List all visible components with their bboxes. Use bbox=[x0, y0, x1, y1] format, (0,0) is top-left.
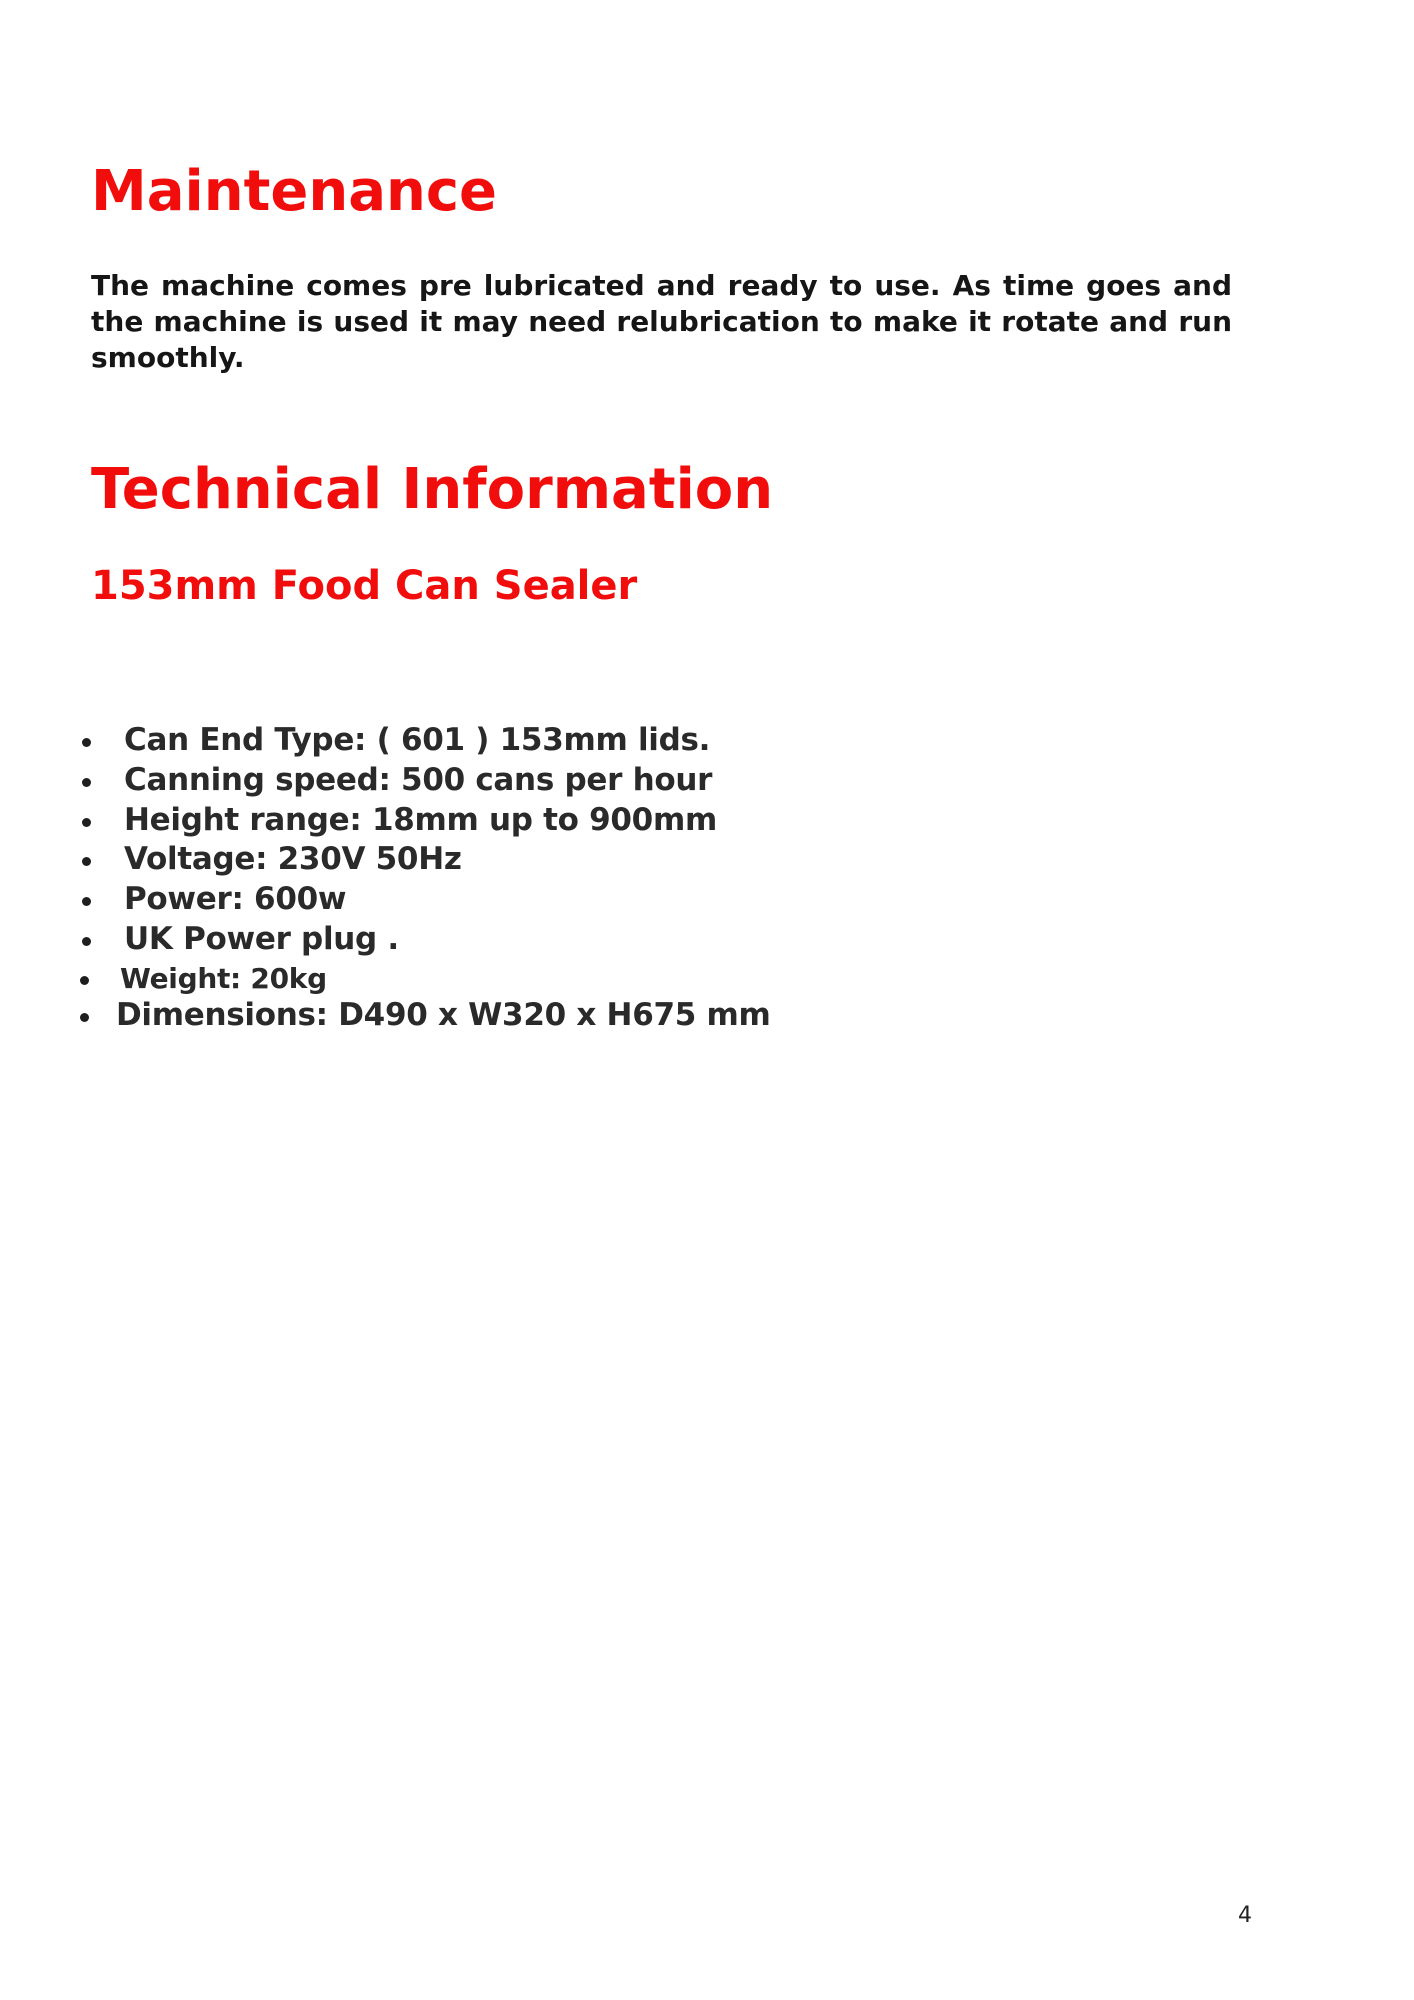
spec-text: Can End Type: ( 601 ) 153mm lids. bbox=[124, 722, 711, 758]
bullet-icon bbox=[82, 738, 91, 747]
bullet-icon bbox=[82, 857, 91, 866]
product-subheading: 153mm Food Can Sealer bbox=[91, 563, 638, 609]
spec-text: Power: 600w bbox=[124, 881, 347, 917]
spec-text: Canning speed: 500 cans per hour bbox=[124, 762, 713, 798]
bullet-icon bbox=[82, 937, 91, 946]
page-number: 4 bbox=[1238, 1903, 1252, 1928]
maintenance-paragraph: The machine comes pre lubricated and ready to use. As time goes and the machine is used it may need relubrication to make it rotate and run smoothly. bbox=[91, 269, 1232, 374]
bullet-icon bbox=[80, 1013, 89, 1022]
technical-information-heading: Technical Information bbox=[91, 457, 774, 522]
bullet-icon bbox=[82, 818, 91, 827]
spec-text: Dimensions: D490 x W320 x H675 mm bbox=[116, 997, 771, 1033]
spec-text: UK Power plug . bbox=[124, 921, 399, 957]
spec-text: Height range: 18mm up to 900mm bbox=[124, 802, 717, 838]
bullet-icon bbox=[82, 897, 91, 906]
maintenance-heading: Maintenance bbox=[91, 159, 498, 224]
bullet-icon bbox=[80, 976, 89, 985]
spec-text: Voltage: 230V 50Hz bbox=[124, 841, 462, 877]
bullet-icon bbox=[82, 778, 91, 787]
spec-text: Weight: 20kg bbox=[120, 962, 327, 995]
